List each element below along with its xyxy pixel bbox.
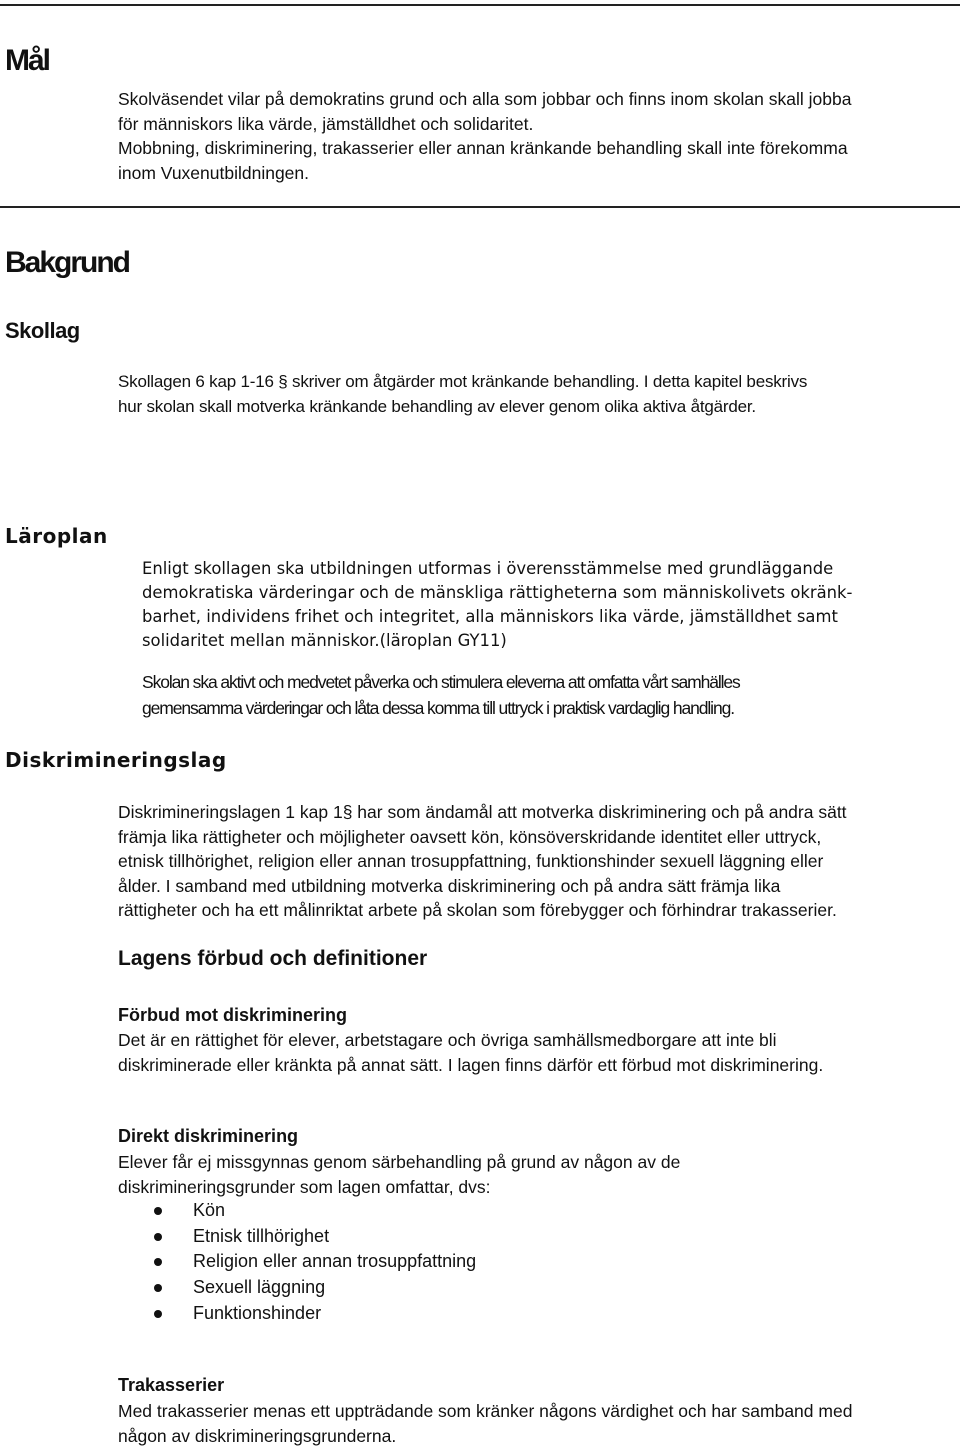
skollag-paragraph: [118, 370, 958, 419]
mal-paragraph: [118, 87, 958, 185]
list-item-label: Kön: [193, 1200, 226, 1220]
list-item: [118, 1249, 718, 1275]
bullet-icon: [154, 1233, 162, 1241]
forbud-paragraph: [118, 1028, 958, 1077]
text-line: Enligt skollagen ska utbildningen utformas i överensstämmelse med grundläggande: [142, 559, 834, 578]
text-line: Skollagen 6 kap 1-16 § skriver om åtgärder mot kränkande behandling. I detta kapitel beskrivs: [118, 372, 808, 391]
heading-diskrimineringslag: Diskrimineringslag: [5, 748, 227, 772]
bullet-icon: [154, 1284, 162, 1292]
text-line: ålder. I samband med utbildning motverka diskriminering och på andra sätt främja lika: [118, 875, 781, 896]
diskrimineringslag-paragraph: [118, 800, 958, 923]
text-line: diskriminerade eller kränkta på annat sätt. I lagen finns därför ett förbud mot diskriminering.: [118, 1054, 824, 1075]
text-line: diskrimineringsgrunder som lagen omfattar, dvs:: [118, 1176, 491, 1197]
heading-skollag: Skollag: [5, 318, 80, 343]
text-line: Det är en rättighet för elever, arbetstagare och övriga samhällsmedborgare att inte bli: [118, 1030, 777, 1050]
text-line: rättigheter och ha ett målinriktat arbete på skolan som förebygger och förhindrar trakasserier.: [118, 900, 837, 920]
text-line: främja lika rättigheter och möjligheter oavsett kön, könsöverskridande identitet eller uttryck,: [118, 826, 822, 847]
heading-laroplan: Läroplan: [5, 524, 108, 548]
list-item-label: Sexuell läggning: [193, 1277, 326, 1298]
laroplan-paragraph: [142, 557, 957, 653]
text-line: gemensamma värderingar och låta dessa komma till uttryck i praktisk vardaglig handling.: [142, 698, 734, 718]
heading-direkt-diskriminering: Direkt diskriminering: [118, 1126, 299, 1146]
text-line: solidaritet mellan människor.(läroplan GY11): [142, 631, 507, 650]
text-line: Diskrimineringslagen 1 kap 1§ har som ändamål att motverka diskriminering och på andra sätt: [118, 802, 847, 822]
top-rule: [0, 4, 960, 6]
text-line: demokratiska värderingar och de mänskliga rättigheterna som människolivets okränk-: [142, 583, 853, 602]
heading-trakasserier: Trakasserier: [118, 1375, 225, 1395]
list-item-label: Etnisk tillhörighet: [193, 1225, 330, 1246]
direkt-paragraph: [118, 1150, 958, 1199]
text-line: barhet, individens frihet och integritet, alla människors lika värde, jämställdhet samt: [142, 607, 838, 626]
heading-mal: Mål: [5, 44, 50, 77]
grounds-list: [118, 1198, 718, 1327]
heading-bakgrund: Bakgrund: [5, 246, 130, 279]
list-item: [118, 1198, 718, 1224]
section-divider: [0, 206, 960, 208]
text-line: inom Vuxenutbildningen.: [118, 162, 310, 183]
heading-lagens-forbud: Lagens förbud och definitioner: [118, 947, 428, 970]
bullet-icon: [154, 1207, 162, 1215]
laroplan-quote: [142, 669, 957, 721]
text-line: etnisk tillhörighet, religion eller annan trosuppfattning, funktionshinder sexuell läggning eller: [118, 851, 824, 871]
list-item-label: Religion eller annan trosuppfattning: [193, 1251, 477, 1272]
text-line: för människors lika värde, jämställdhet och solidaritet.: [118, 113, 534, 134]
text-line: Med trakasserier menas ett uppträdande som kränker någons värdighet och har samband med: [118, 1401, 853, 1421]
text-line: Skolan ska aktivt och medvetet påverka och stimulera eleverna att omfatta vårt samhälles: [142, 672, 740, 692]
text-line: Elever får ej missgynnas genom särbehandling på grund av någon av de: [118, 1152, 681, 1172]
bullet-icon: [154, 1310, 162, 1318]
text-line: någon av diskrimineringsgrunderna.: [118, 1425, 397, 1446]
trakasserier-paragraph: [118, 1399, 958, 1448]
list-item: [118, 1224, 718, 1250]
heading-forbud-mot-diskriminering: Förbud mot diskriminering: [118, 1005, 348, 1025]
text-line: Skolväsendet vilar på demokratins grund och alla som jobbar och finns inom skolan skall jobba: [118, 89, 852, 109]
list-item: [118, 1301, 718, 1327]
list-item: [118, 1275, 718, 1301]
list-item-label: Funktionshinder: [193, 1302, 322, 1323]
text-line: Mobbning, diskriminering, trakasserier eller annan kränkande behandling skall inte förekomma: [118, 138, 848, 158]
bullet-icon: [154, 1258, 162, 1266]
text-line: hur skolan skall motverka kränkande behandling av elever genom olika aktiva åtgärder.: [118, 396, 756, 416]
